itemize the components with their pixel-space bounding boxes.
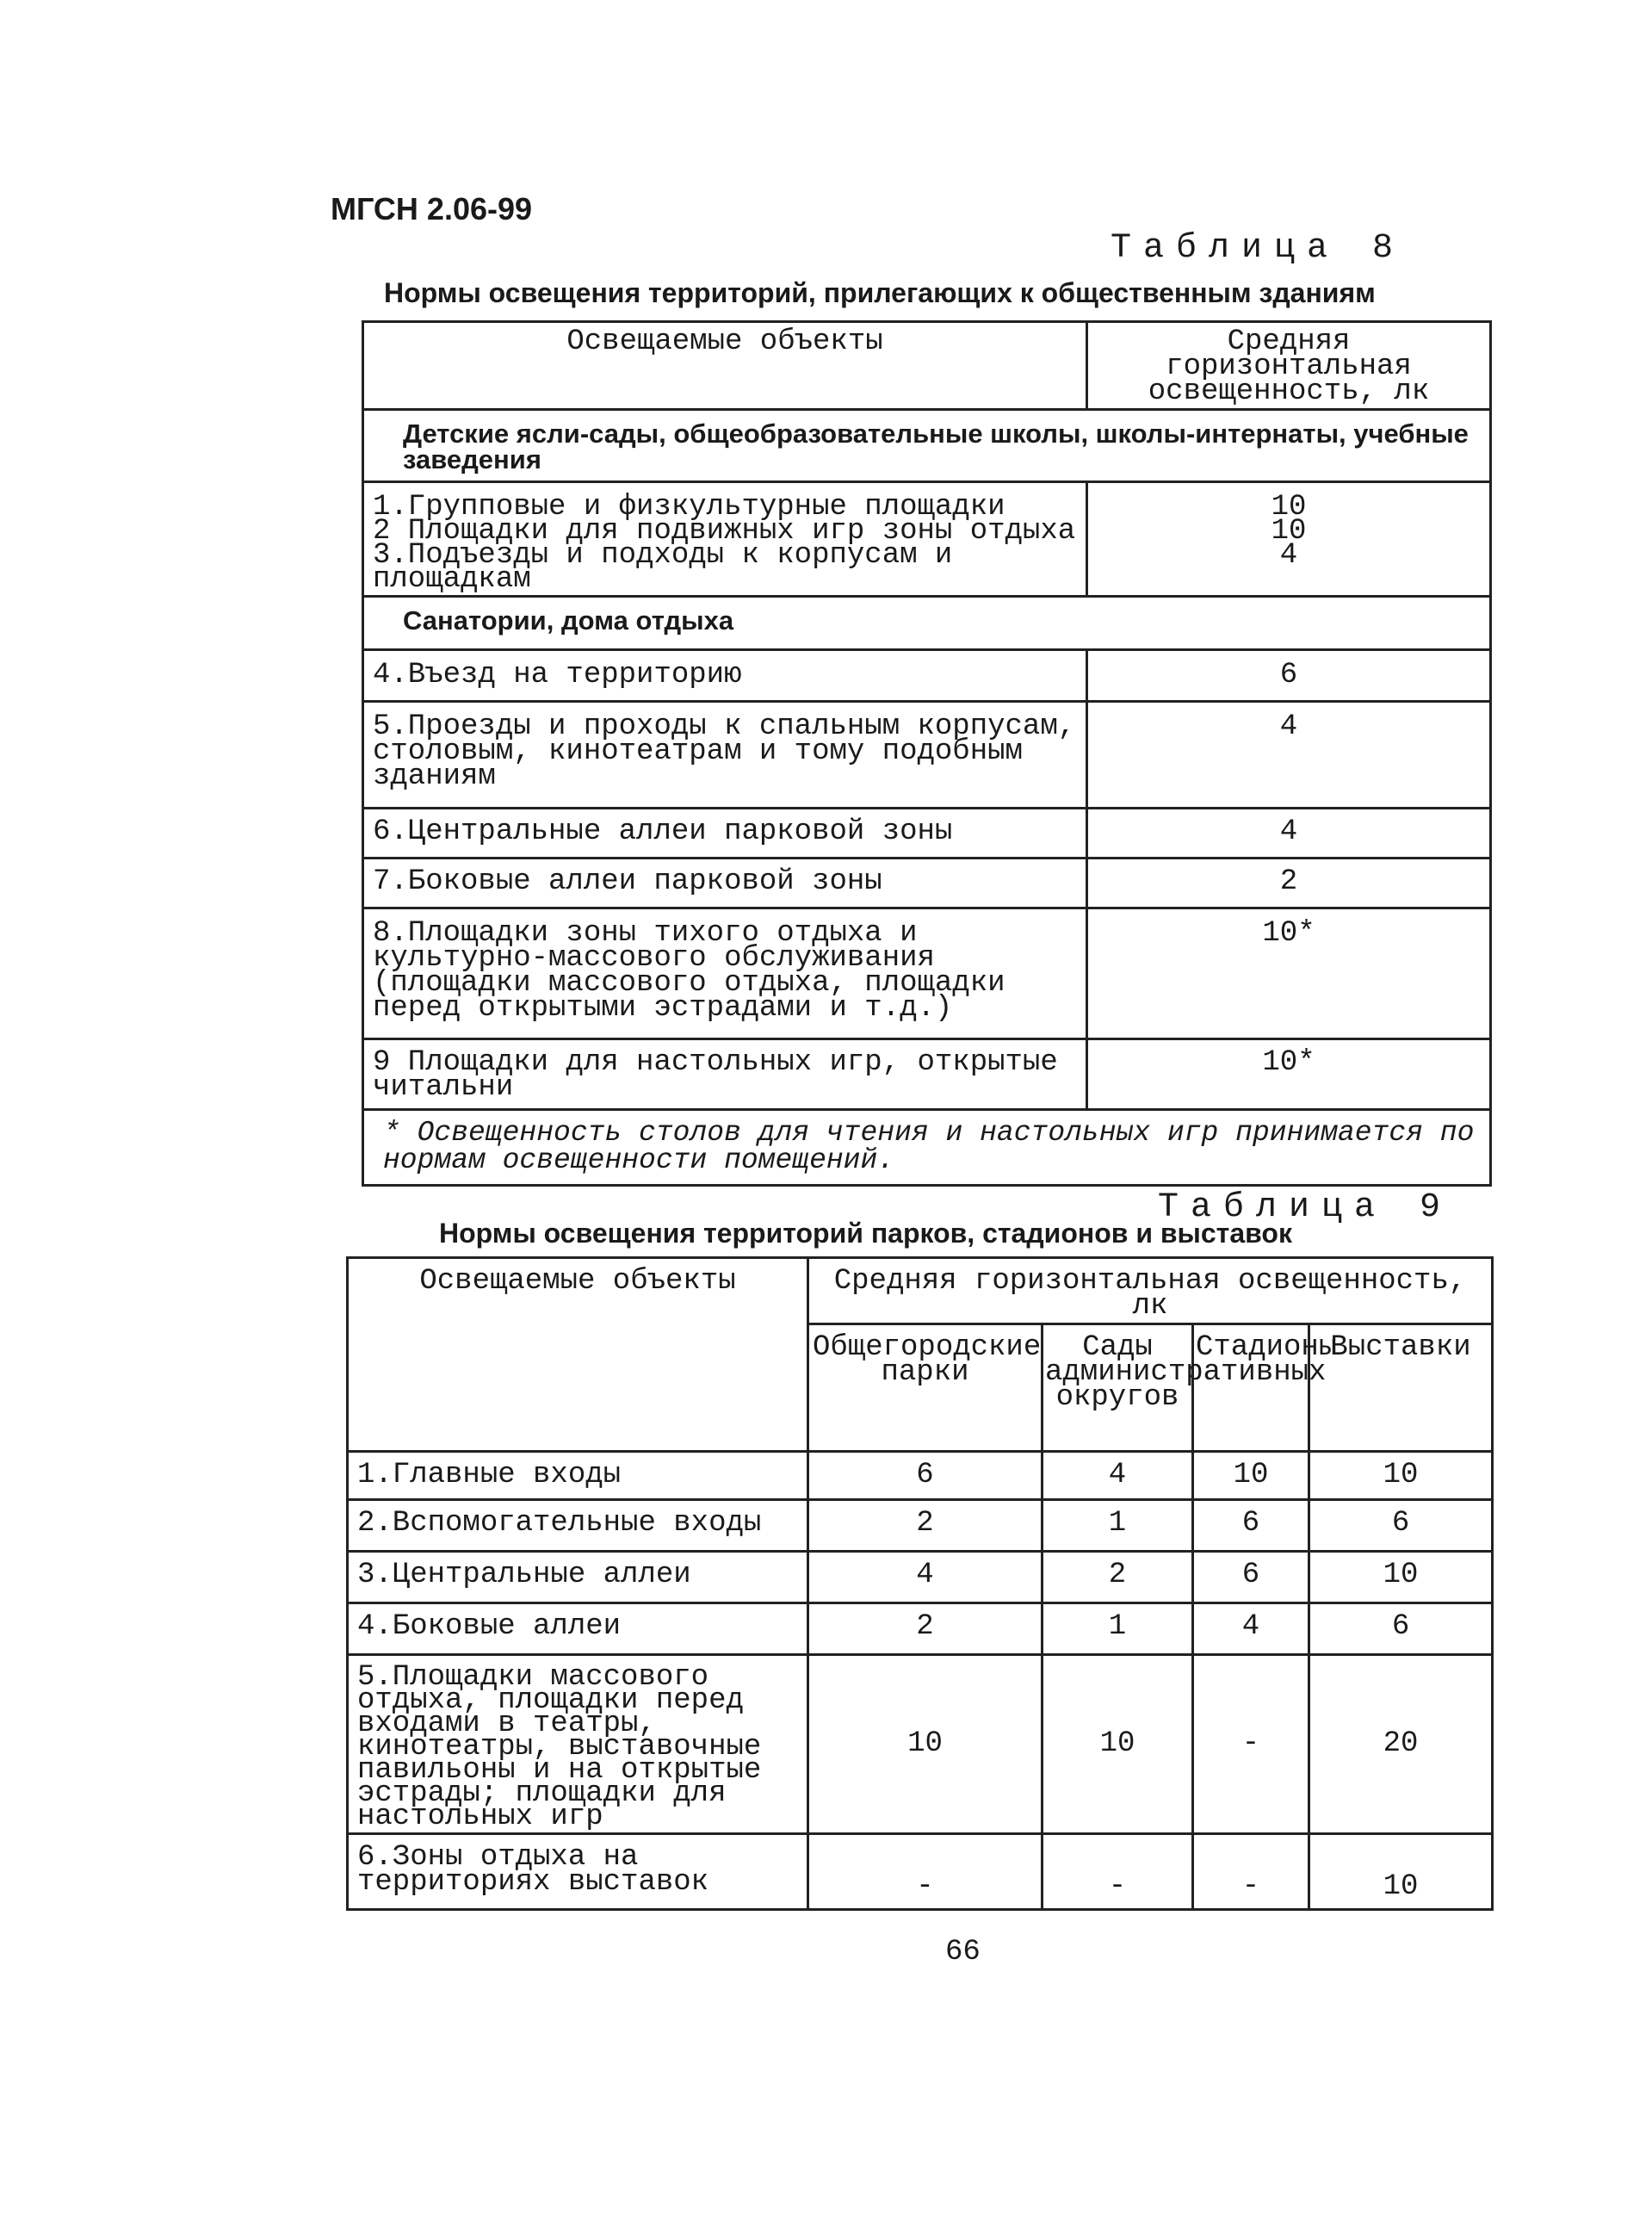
table8-section-schools: Детские ясли-сады, общеобразовательные школы, школы-интернаты, учебные заведения [363,410,1491,482]
table9-row-label: 6.Зоны отдыха на территориях выставок [348,1834,808,1910]
table9-caption: Таблица 9 [1158,1188,1453,1227]
table9-cell: 6 [1309,1500,1493,1552]
table8-row-value: 2 [1087,859,1491,908]
table9-cell: 1 [1043,1603,1193,1655]
table9-cell: 2 [808,1603,1043,1655]
table9-cell: 10 [1043,1655,1193,1834]
table9-title: Нормы освещения территорий парков, стадионов и выставок [439,1218,1292,1249]
table8-row-value: 10* [1087,908,1491,1039]
table8-row-value: 4 [1087,702,1491,809]
table9-row-label: 5.Площадки массового отдыха, площадки перед входами в театры, кинотеатры, выставочные павильоны и на открытые эстрады; площадки для настольных игр [348,1655,808,1834]
table9-cell: 2 [808,1500,1043,1552]
page-number: 66 [945,1936,981,1968]
table8-row-label: 7.Боковые аллеи парковой зоны [363,859,1087,908]
table9-row-label: 4.Боковые аллеи [348,1603,808,1655]
table9-cell: 10 [808,1655,1043,1834]
table8-header-illuminance: Средняя горизонтальная освещенность, лк [1087,322,1491,410]
table8-header-objects: Освещаемые объекты [363,322,1087,410]
table9-cell: 10 [1309,1452,1493,1500]
table8-footnote: * Освещенность столов для чтения и настольных игр принимается по нормам освещенности помещений. [363,1110,1491,1186]
table9-cell: - [1043,1834,1193,1910]
table9-cell: 4 [1043,1452,1193,1500]
table9-cell: - [1193,1834,1309,1910]
table8-value-3: 4 [1279,539,1298,572]
document-code: МГСН 2.06-99 [331,191,533,226]
table8-row-label: 9 Площадки для настольных игр, открытые читальни [363,1039,1087,1110]
table8 [362,320,1492,1187]
table9-cell: 6 [1193,1552,1309,1603]
table8-group1-items [363,482,1087,597]
table9-subheader: Выставки [1309,1324,1493,1452]
table8-row-label: 6.Центральные аллеи парковой зоны [363,809,1087,859]
table9 [346,1256,1494,1911]
table8-value-1: 10 [1271,491,1307,524]
table8-item-3: 3.Подъезды и подходы к корпусам и площадкам [373,539,953,596]
table8-group1-values [1087,482,1491,597]
table8-row-value: 6 [1087,650,1491,702]
table8-section-sanatoria: Санатории, дома отдыха [363,597,1491,650]
table9-cell: 4 [1193,1603,1309,1655]
table8-row-label: 8.Площадки зоны тихого отдыха и культурно-массового обслуживания (площадки массового отдыха, площадки перед открытыми эстрадами и т.д.) [363,908,1087,1039]
table9-cell: 10 [1309,1834,1493,1910]
table9-cell: 6 [1193,1500,1309,1552]
table8-item-2: 2 Площадки для подвижных игр зоны отдыха [373,515,1076,548]
table8-caption: Таблица 8 [1111,229,1406,268]
table8-title: Нормы освещения территорий, прилегающих к общественным зданиям [384,277,1376,308]
table9-cell: 20 [1309,1655,1493,1834]
table9-header-objects: Освещаемые объекты [348,1258,808,1452]
table9-cell: 10 [1193,1452,1309,1500]
table9-subheader: Сады административных округов [1043,1324,1193,1452]
table9-cell: - [808,1834,1043,1910]
table8-row-label: 5.Проезды и проходы к спальным корпусам, столовым, кинотеатрам и тому подобным зданиям [363,702,1087,809]
table8-item-1: 1.Групповые и физкультурные площадки [373,491,1005,524]
table9-cell: 1 [1043,1500,1193,1552]
table9-subheader: Стадионы [1193,1324,1309,1452]
table8-row-value: 10* [1087,1039,1491,1110]
table8-value-2: 10 [1271,515,1307,548]
table9-subheader: Общегородские парки [808,1324,1043,1452]
table9-row-label: 3.Центральные аллеи [348,1552,808,1603]
table9-row-label: 2.Вспомогательные входы [348,1500,808,1552]
table9-header-group: Средняя горизонтальная освещенность, лк [808,1258,1493,1324]
table8-row-value: 4 [1087,809,1491,859]
table9-cell: - [1193,1655,1309,1834]
table9-row-label: 1.Главные входы [348,1452,808,1500]
table9-cell: 4 [808,1552,1043,1603]
table9-cell: 6 [1309,1603,1493,1655]
table8-row-label: 4.Въезд на территорию [363,650,1087,702]
table9-cell: 6 [808,1452,1043,1500]
table9-cell: 2 [1043,1552,1193,1603]
table9-cell: 10 [1309,1552,1493,1603]
